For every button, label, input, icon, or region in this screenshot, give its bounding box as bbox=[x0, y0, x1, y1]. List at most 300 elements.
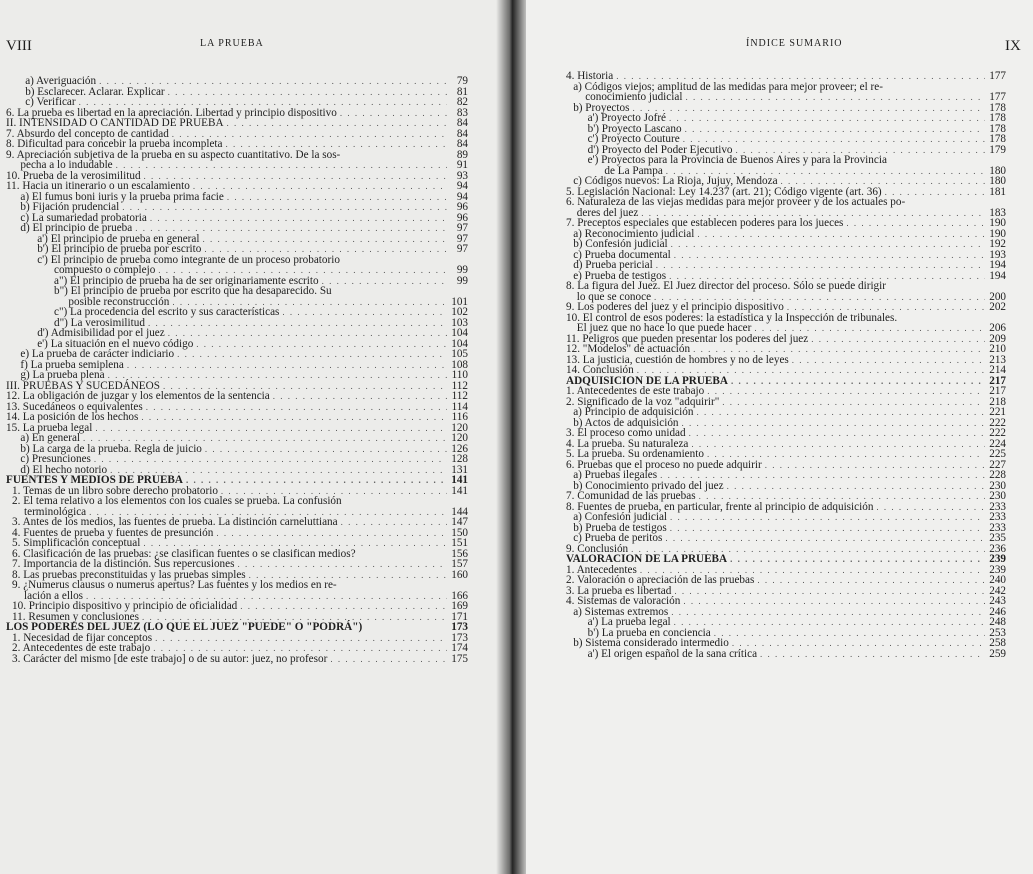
toc-entry-page: 248 bbox=[989, 616, 1006, 628]
toc-entry-title: c) Presunciones bbox=[20, 453, 91, 465]
dot-leader bbox=[671, 607, 985, 618]
dot-leader bbox=[665, 533, 985, 544]
dot-leader bbox=[671, 239, 985, 250]
toc-entry-title: posible reconstrucción bbox=[68, 295, 170, 308]
dot-leader bbox=[177, 349, 447, 360]
toc-entry-title: 6. Naturaleza de las viejas medidas para mejor proveer y de los actuales po- bbox=[566, 196, 906, 208]
toc-entry-title: 8. Dificultad para concebir la prueba incompleta bbox=[6, 138, 223, 150]
toc-entry-page: 96 bbox=[456, 211, 468, 224]
toc-entry-title: 13. Sucedáneos o equivalentes bbox=[6, 400, 143, 413]
toc-entry bbox=[566, 491, 1006, 502]
toc-entry-page: 97 bbox=[456, 232, 468, 245]
toc-entry-title: d") La verosimilitud bbox=[54, 316, 145, 329]
toc-entry bbox=[6, 160, 468, 171]
toc-entry-title: c) Prueba documental bbox=[573, 248, 671, 261]
toc-entry-title: 7. Absurdo del concepto de cantidad bbox=[6, 127, 169, 140]
toc-entry bbox=[6, 475, 468, 486]
toc-entry-page: 79 bbox=[456, 75, 468, 87]
dot-leader bbox=[135, 223, 447, 234]
toc-entry-page: 239 bbox=[989, 563, 1006, 576]
toc-entry bbox=[6, 517, 468, 528]
book-gutter bbox=[496, 0, 526, 874]
toc-entry-title: b') La prueba en conciencia bbox=[587, 626, 711, 639]
toc-entry-page: 93 bbox=[456, 169, 468, 182]
toc-entry-page: 96 bbox=[456, 201, 468, 213]
toc-entry-title: 2. Antecedentes de este trabajo bbox=[12, 642, 151, 654]
toc-entry-page: 104 bbox=[451, 337, 468, 350]
toc-entry-page: 179 bbox=[989, 143, 1006, 156]
toc-entry bbox=[6, 265, 468, 276]
dot-leader bbox=[699, 491, 985, 502]
toc-entry-title: c) La sumariedad probatoria bbox=[20, 211, 147, 224]
dot-leader bbox=[153, 643, 447, 654]
toc-entry-page: 141 bbox=[451, 474, 468, 486]
left-page bbox=[0, 0, 508, 874]
toc-entry-title: 9. ¿Numerus clausus o numerus apertus? Las fuentes y los medios en re- bbox=[12, 579, 337, 591]
right-running-head: ÍNDICE SUMARIO bbox=[746, 38, 843, 49]
toc-entry bbox=[566, 323, 1006, 334]
dot-leader bbox=[757, 575, 985, 586]
toc-entry bbox=[6, 601, 468, 612]
toc-entry bbox=[566, 575, 1006, 586]
toc-entry-page: 217 bbox=[989, 374, 1006, 387]
dot-leader bbox=[669, 113, 985, 124]
dot-leader bbox=[696, 407, 985, 418]
toc-entry-title: 9. Conclusión bbox=[566, 542, 629, 555]
toc-entry-title: a') La prueba legal bbox=[587, 616, 671, 628]
right-toc-list bbox=[566, 71, 1006, 659]
toc-entry-page: 253 bbox=[989, 626, 1006, 639]
toc-entry-title: d) El hecho notorio bbox=[20, 463, 108, 476]
toc-entry-page: 230 bbox=[989, 490, 1006, 502]
toc-entry-title: 8. La figura del Juez. El Juez director del proceso. Sólo se puede dirigir bbox=[566, 280, 886, 292]
dot-leader bbox=[196, 339, 447, 350]
toc-entry-title: 5. La prueba. Su ordenamiento bbox=[566, 448, 704, 460]
toc-entry-title: 4. Historia bbox=[566, 70, 614, 82]
toc-entry-title: b') Proyecto Lascano bbox=[587, 122, 682, 135]
toc-entry-page: 178 bbox=[989, 112, 1006, 124]
toc-entry-title: 10. El control de esos poderes: la estadística y la Inspección de tribunales. bbox=[566, 311, 898, 324]
toc-entry-title: deres del juez bbox=[576, 206, 639, 219]
toc-entry bbox=[6, 328, 468, 339]
toc-entry bbox=[6, 349, 468, 360]
toc-entry-title: a') El origen español de la sana crítica bbox=[587, 647, 758, 660]
toc-entry-page: 178 bbox=[989, 122, 1006, 135]
toc-entry bbox=[566, 533, 1006, 544]
toc-entry-title: 7. Comunidad de las pruebas bbox=[566, 490, 696, 502]
dot-leader bbox=[707, 449, 985, 460]
toc-entry-page: 246 bbox=[989, 605, 1006, 618]
toc-entry bbox=[566, 218, 1006, 229]
toc-entry bbox=[566, 554, 1006, 565]
dot-leader bbox=[146, 402, 447, 413]
dot-leader bbox=[158, 265, 447, 276]
toc-entry-page: 180 bbox=[989, 175, 1006, 187]
toc-entry-title: a) El fumus boni iuris y la prueba prima facie bbox=[20, 190, 224, 203]
toc-entry-page: 147 bbox=[451, 516, 468, 528]
toc-entry-title: a") El principio de prueba ha de ser originariamente escrito bbox=[54, 274, 319, 287]
toc-entry-title: 5. Simplificación conceptual bbox=[12, 537, 141, 549]
toc-entry-title: 10. Prueba de la verosimilitud bbox=[6, 169, 141, 182]
dot-leader bbox=[846, 218, 985, 229]
toc-entry-page: 178 bbox=[989, 101, 1006, 114]
toc-entry-page: 240 bbox=[989, 574, 1006, 586]
toc-entry-page: 171 bbox=[451, 610, 468, 623]
toc-entry bbox=[566, 344, 1006, 355]
toc-entry-title: 3. Carácter del mismo [de este trabajo] o de su autor: juez, no profesor bbox=[12, 652, 328, 665]
toc-entry-page: 194 bbox=[989, 269, 1006, 282]
toc-entry-title: a) Averiguación bbox=[25, 75, 97, 87]
toc-entry-page: 82 bbox=[456, 96, 468, 108]
toc-entry-title: d') Admisibilidad por el juez bbox=[37, 327, 165, 339]
dot-leader bbox=[83, 433, 447, 444]
dot-leader bbox=[674, 586, 985, 597]
toc-entry-title: a) Pruebas ilegales bbox=[573, 469, 658, 481]
dot-leader bbox=[707, 386, 985, 397]
dot-leader bbox=[116, 160, 447, 171]
toc-entry-page: 104 bbox=[451, 327, 468, 339]
toc-entry-title: 8. Fuentes de prueba, en particular, frente al principio de adquisición bbox=[566, 500, 874, 513]
toc-entry-title: 2. Significado de la voz "adquirir" bbox=[566, 395, 720, 408]
toc-entry-page: 224 bbox=[989, 437, 1006, 450]
dot-leader bbox=[322, 276, 447, 287]
toc-entry-title: b) Confesión judicial bbox=[573, 238, 668, 250]
dot-leader bbox=[732, 638, 985, 649]
toc-entry bbox=[566, 113, 1006, 124]
toc-entry-page: 233 bbox=[989, 500, 1006, 513]
toc-entry-title: 6. Pruebas que el proceso no puede adquirir bbox=[566, 458, 762, 471]
toc-entry bbox=[566, 71, 1006, 82]
dot-leader bbox=[193, 181, 447, 192]
dot-leader bbox=[227, 192, 447, 203]
toc-entry-page: 120 bbox=[451, 421, 468, 434]
dot-leader bbox=[282, 307, 447, 318]
toc-entry-page: 97 bbox=[456, 222, 468, 234]
toc-entry-title: ADQUISICION DE LA PRUEBA bbox=[566, 374, 728, 387]
dot-leader bbox=[781, 176, 985, 187]
dot-leader bbox=[616, 71, 985, 82]
dot-leader bbox=[204, 244, 447, 255]
toc-entry bbox=[566, 638, 1006, 649]
toc-entry-title: 14. Conclusión bbox=[566, 364, 634, 376]
dot-leader bbox=[760, 649, 985, 660]
toc-entry-title: b) Actos de adquisición bbox=[573, 416, 679, 429]
toc-entry-title: 12. La obligación de juzgar y los elementos de la sentencia bbox=[6, 390, 270, 402]
toc-entry-page: 222 bbox=[989, 427, 1006, 439]
toc-entry-page: 116 bbox=[451, 411, 468, 423]
toc-entry bbox=[6, 559, 468, 570]
dot-leader bbox=[754, 323, 985, 334]
dot-leader bbox=[99, 76, 447, 87]
dot-leader bbox=[637, 365, 985, 376]
toc-entry bbox=[566, 649, 1006, 660]
toc-entry-title: b) La carga de la prueba. Regla de juicio bbox=[20, 442, 202, 455]
dot-leader bbox=[876, 502, 985, 513]
toc-entry-page: 228 bbox=[989, 469, 1006, 481]
toc-entry bbox=[566, 134, 1006, 145]
toc-entry-title: a) Códigos viejos; amplitud de las medidas para mejor proveer; el re- bbox=[573, 80, 883, 93]
dot-leader bbox=[765, 460, 985, 471]
toc-entry bbox=[6, 202, 468, 213]
toc-entry-title: b) Conocimiento privado del juez bbox=[573, 479, 724, 492]
toc-entry bbox=[566, 386, 1006, 397]
toc-entry-title: g) La prueba plena bbox=[20, 369, 105, 381]
toc-entry-title: conocimiento judicial bbox=[585, 91, 683, 103]
dot-leader bbox=[811, 334, 985, 345]
toc-entry-page: 160 bbox=[451, 568, 468, 581]
toc-entry-title: 10. Principio dispositivo y principio de oficialidad bbox=[12, 600, 238, 612]
toc-entry bbox=[566, 260, 1006, 271]
toc-entry-title: a') El principio de prueba en general bbox=[37, 232, 200, 245]
toc-entry-page: 157 bbox=[451, 558, 468, 570]
toc-entry-title: c) Verificar bbox=[25, 96, 76, 108]
toc-entry-page: 120 bbox=[451, 432, 468, 444]
dot-leader bbox=[205, 444, 447, 455]
toc-entry bbox=[6, 118, 468, 129]
dot-leader bbox=[685, 124, 985, 135]
toc-entry-title: LOS PODERES DEL JUEZ (LO QUE EL JUEZ "PUEDE" O "PODRÁ") bbox=[6, 621, 363, 633]
toc-entry-title: 14. La posición de los hechos bbox=[6, 411, 139, 423]
toc-entry-title: 11. Resumen y conclusiones bbox=[12, 610, 139, 623]
toc-entry-page: 227 bbox=[989, 458, 1006, 471]
toc-entry-title: II. INTENSIDAD O CANTIDAD DE PRUEBA bbox=[6, 117, 224, 129]
dot-leader bbox=[722, 397, 985, 408]
dot-leader bbox=[730, 554, 985, 565]
toc-entry-page: 194 bbox=[989, 259, 1006, 271]
toc-entry-title: d) El principio de prueba bbox=[20, 222, 133, 234]
toc-entry-title: b) Proyectos bbox=[573, 101, 630, 114]
toc-entry-title: lación a ellos bbox=[24, 589, 84, 602]
dot-leader bbox=[141, 412, 447, 423]
toc-entry-title: III. PRUEBAS Y SUCEDÁNEOS bbox=[6, 379, 160, 392]
toc-entry bbox=[566, 365, 1006, 376]
dot-leader bbox=[226, 139, 447, 150]
toc-entry bbox=[566, 302, 1006, 313]
toc-entry bbox=[6, 286, 468, 297]
toc-entry-title: a) En general bbox=[20, 432, 81, 444]
dot-leader bbox=[727, 481, 985, 492]
toc-entry-title: a) Sistemas extremos bbox=[573, 605, 669, 618]
right-page bbox=[508, 0, 1033, 874]
toc-entry-page: 81 bbox=[456, 85, 468, 98]
toc-entry-page: 97 bbox=[456, 243, 468, 255]
toc-entry-title: 5. Legislación Nacional: Ley 14.237 (art. 21); Código vigente (art. 36) bbox=[566, 185, 882, 198]
toc-entry-title: f) La prueba semiplena bbox=[20, 358, 124, 371]
toc-entry-title: El juez que no hace lo que puede hacer bbox=[576, 322, 752, 334]
dot-leader bbox=[143, 538, 447, 549]
toc-entry bbox=[566, 176, 1006, 187]
toc-entry bbox=[566, 449, 1006, 460]
toc-entry-page: 235 bbox=[989, 532, 1006, 544]
toc-entry-page: 126 bbox=[451, 442, 468, 455]
toc-entry-page: 190 bbox=[989, 217, 1006, 229]
toc-entry-title: compuesto o complejo bbox=[54, 264, 156, 276]
toc-entry-page: 156 bbox=[451, 547, 468, 560]
toc-entry-page: 91 bbox=[456, 159, 468, 171]
toc-entry-title: 1. Antecedentes bbox=[566, 563, 637, 576]
toc-entry-title: a') Proyecto Jofré bbox=[587, 112, 667, 124]
left-toc-list bbox=[6, 76, 468, 664]
toc-entry-page: 217 bbox=[989, 385, 1006, 397]
toc-entry-title: 9. Apreciación subjetiva de la prueba en su aspecto cuantitativo. De la sos- bbox=[6, 148, 341, 161]
toc-entry-page: 84 bbox=[456, 117, 468, 129]
toc-entry-title: a) Reconocimiento judicial bbox=[573, 227, 695, 240]
toc-entry-title: e') La situación en el nuevo código bbox=[37, 337, 194, 350]
toc-entry-page: 103 bbox=[451, 316, 468, 329]
toc-entry-title: 1. Necesidad de fijar conceptos bbox=[12, 631, 153, 644]
dot-leader bbox=[202, 234, 447, 245]
dot-leader bbox=[127, 360, 447, 371]
toc-entry bbox=[566, 239, 1006, 250]
toc-entry-page: 101 bbox=[451, 295, 468, 308]
dot-leader bbox=[792, 355, 985, 366]
toc-entry bbox=[566, 512, 1006, 523]
toc-entry bbox=[566, 428, 1006, 439]
toc-entry bbox=[6, 370, 468, 381]
dot-leader bbox=[273, 391, 447, 402]
toc-entry-page: 112 bbox=[451, 390, 468, 402]
toc-entry bbox=[566, 281, 1006, 292]
toc-entry-title: e') Proyectos para la Provincia de Buenos Aires y para la Provincia bbox=[587, 154, 887, 166]
toc-entry-page: 243 bbox=[989, 595, 1006, 607]
dot-leader bbox=[122, 202, 447, 213]
toc-entry-page: 151 bbox=[451, 537, 468, 549]
dot-leader bbox=[186, 475, 447, 486]
toc-entry-page: 94 bbox=[456, 180, 468, 192]
toc-entry-title: VALORACION DE LA PRUEBA bbox=[566, 553, 728, 565]
dot-leader bbox=[95, 423, 447, 434]
toc-entry-title: 2. Valoración o apreciación de las pruebas bbox=[566, 574, 755, 586]
toc-entry-page: 114 bbox=[451, 400, 468, 413]
dot-leader bbox=[79, 97, 447, 108]
dot-leader bbox=[168, 328, 447, 339]
toc-entry bbox=[6, 97, 468, 108]
toc-entry-page: 141 bbox=[451, 484, 468, 497]
toc-entry bbox=[6, 538, 468, 549]
dot-leader bbox=[216, 528, 447, 539]
dot-leader bbox=[94, 454, 447, 465]
toc-entry-page: 169 bbox=[451, 600, 468, 612]
toc-entry-page: 174 bbox=[451, 642, 468, 654]
toc-entry-title: 7. Preceptos especiales que establecen poderes para los jueces bbox=[566, 217, 844, 229]
dot-leader bbox=[660, 470, 985, 481]
toc-entry-page: 202 bbox=[989, 301, 1006, 313]
toc-entry bbox=[6, 181, 468, 192]
toc-entry-page: 213 bbox=[989, 353, 1006, 366]
toc-entry bbox=[566, 92, 1006, 103]
toc-entry-page: 110 bbox=[451, 369, 468, 381]
dot-leader bbox=[670, 523, 985, 534]
toc-entry-page: 175 bbox=[451, 652, 468, 665]
toc-entry-page: 89 bbox=[456, 148, 468, 161]
toc-entry bbox=[566, 617, 1006, 628]
toc-entry-title: 9. Los poderes del juez y el principio dispositivo bbox=[566, 301, 784, 313]
toc-entry bbox=[6, 139, 468, 150]
dot-leader bbox=[341, 517, 447, 528]
dot-leader bbox=[714, 628, 985, 639]
dot-leader bbox=[168, 87, 447, 98]
toc-entry-title: b) Sistema considerado intermedio bbox=[573, 637, 729, 649]
toc-entry-page: 180 bbox=[989, 164, 1006, 177]
toc-entry-page: 259 bbox=[989, 647, 1006, 660]
toc-entry-title: 3. Antes de los medios, las fuentes de prueba. La distinción carneluttiana bbox=[12, 516, 338, 528]
toc-entry-title: b') El principio de prueba por escrito bbox=[37, 243, 202, 255]
toc-entry bbox=[6, 454, 468, 465]
toc-entry bbox=[6, 654, 468, 665]
toc-entry-page: 218 bbox=[989, 395, 1006, 408]
toc-entry-page: 230 bbox=[989, 479, 1006, 492]
toc-entry-page: 108 bbox=[451, 358, 468, 371]
dot-leader bbox=[340, 108, 447, 119]
dot-leader bbox=[656, 260, 985, 271]
toc-entry-title: a) Principio de adquisición bbox=[573, 406, 694, 418]
toc-entry-title: 7. Importancia de la distinción. Sus repercusiones bbox=[12, 558, 235, 570]
toc-entry-title: c) Prueba de peritos bbox=[573, 532, 663, 544]
dot-leader bbox=[632, 103, 985, 114]
toc-entry-page: 105 bbox=[451, 348, 468, 360]
right-page-number: IX bbox=[1005, 38, 1021, 54]
toc-entry-page: 239 bbox=[989, 553, 1006, 565]
toc-entry bbox=[6, 223, 468, 234]
toc-entry-page: 166 bbox=[451, 589, 468, 602]
toc-entry-title: d) Prueba pericial bbox=[573, 259, 653, 271]
toc-entry-title: a) Confesión judicial bbox=[573, 511, 668, 523]
toc-entry-page: 258 bbox=[989, 637, 1006, 649]
toc-entry-title: 4. La prueba. Su naturaleza bbox=[566, 437, 689, 450]
toc-entry-page: 190 bbox=[989, 227, 1006, 240]
toc-entry-title: 12. "Modelos" de actuación bbox=[566, 343, 691, 355]
toc-entry-title: b) Esclarecer. Aclarar. Explicar bbox=[25, 85, 165, 98]
toc-entry-title: c") La procedencia del escrito y sus características bbox=[54, 306, 280, 318]
dot-leader bbox=[683, 596, 985, 607]
dot-leader bbox=[691, 439, 985, 450]
toc-entry bbox=[6, 76, 468, 87]
toc-entry-title: b) Prueba de testigos bbox=[573, 521, 667, 534]
toc-entry-title: pecha a lo indudable bbox=[20, 159, 113, 171]
left-running-head: LA PRUEBA bbox=[200, 38, 264, 49]
toc-entry-title: 13. La justicia, cuestión de hombres y no de leyes bbox=[566, 353, 789, 366]
dot-leader bbox=[330, 654, 447, 665]
toc-entry-page: 221 bbox=[989, 406, 1006, 418]
toc-entry-page: 193 bbox=[989, 248, 1006, 261]
toc-entry-page: 131 bbox=[451, 463, 468, 476]
toc-entry bbox=[6, 433, 468, 444]
toc-entry-page: 225 bbox=[989, 448, 1006, 460]
toc-entry-page: 144 bbox=[451, 505, 468, 518]
toc-entry-page: 99 bbox=[456, 274, 468, 287]
toc-entry-page: 99 bbox=[456, 264, 468, 276]
toc-entry-title: 6. Clasificación de las pruebas: ¿se clasifican fuentes o se clasifican medios? bbox=[12, 547, 356, 560]
toc-entry bbox=[566, 197, 1006, 208]
toc-entry-title: de La Pampa bbox=[604, 164, 663, 177]
toc-entry-page: 214 bbox=[989, 364, 1006, 376]
dot-leader bbox=[682, 418, 985, 429]
toc-entry-title: 1. Antecedentes de este trabajo bbox=[566, 385, 705, 397]
toc-entry-title: 2. El tema relativo a los elementos con los cuales se prueba. La confusión bbox=[12, 495, 342, 507]
toc-entry-page: 242 bbox=[989, 584, 1006, 597]
toc-entry-page: 181 bbox=[989, 185, 1006, 198]
toc-entry-title: 4. Sistemas de valoración bbox=[566, 595, 681, 607]
toc-entry bbox=[6, 412, 468, 423]
toc-entry-page: 206 bbox=[989, 322, 1006, 334]
toc-entry bbox=[6, 580, 468, 591]
toc-entry-title: 11. Hacia un itinerario o un escalamiento bbox=[6, 180, 190, 192]
toc-entry bbox=[566, 470, 1006, 481]
toc-entry bbox=[6, 643, 468, 654]
toc-entry-page: 173 bbox=[451, 621, 468, 633]
toc-entry-page: 150 bbox=[451, 526, 468, 539]
toc-entry-title: 11. Peligros que pueden presentar los poderes del juez bbox=[566, 332, 809, 345]
